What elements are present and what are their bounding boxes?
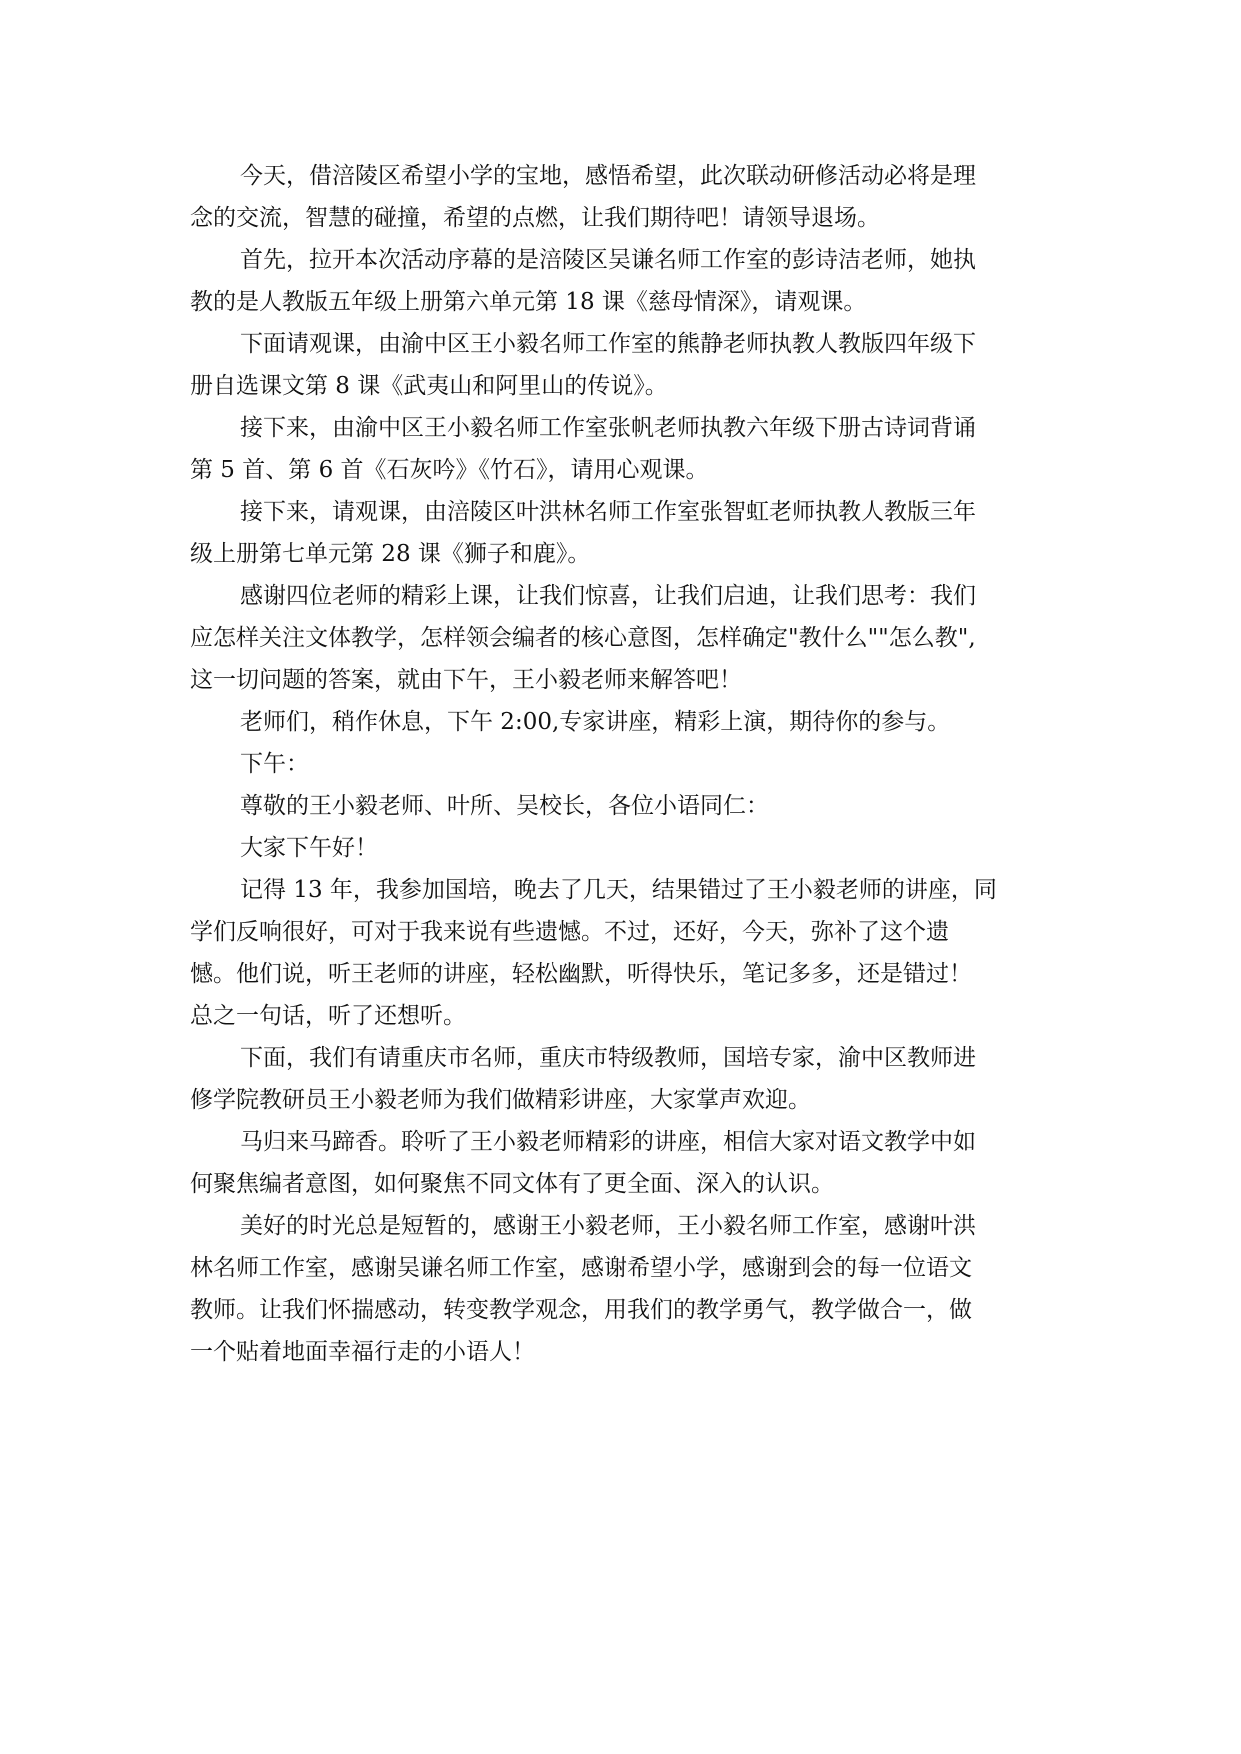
paragraph (190, 827, 1040, 869)
text-line: 学们反响很好，可对于我来说有些遗憾。不过，还好，今天，弥补了这个遗 (190, 919, 949, 945)
text-line: 总之一句话，听了还想听。 (190, 1003, 466, 1029)
text-line: 念的交流，智慧的碰撞，希望的点燃，让我们期待吧！请领导退场。 (190, 205, 880, 231)
paragraph (190, 701, 1040, 743)
paragraph (190, 785, 1040, 827)
text-line: 大家下午好！ (240, 835, 378, 861)
text-line: 接下来，请观课，由涪陵区叶洪林名师工作室张智虹老师执教人教版三年 (240, 499, 976, 525)
text-line: 马归来马蹄香。聆听了王小毅老师精彩的讲座，相信大家对语文教学中如 (240, 1129, 976, 1155)
document-body (190, 155, 1040, 1373)
text-line: 教的是人教版五年级上册第六单元第 18 课《慈母情深》，请观课。 (190, 289, 867, 315)
text-line: 接下来，由渝中区王小毅名师工作室张帆老师执教六年级下册古诗词背诵 (240, 415, 976, 441)
paragraph (190, 1037, 1040, 1121)
text-line: 修学院教研员王小毅老师为我们做精彩讲座，大家掌声欢迎。 (190, 1087, 811, 1113)
text-line: 憾。他们说，听王老师的讲座，轻松幽默，听得快乐，笔记多多，还是错过！ (190, 961, 972, 987)
text-line: 老师们，稍作休息，下午 2:00,专家讲座，精彩上演，期待你的参与。 (240, 709, 951, 735)
paragraph (190, 869, 1040, 1037)
text-line: 首先，拉开本次活动序幕的是涪陵区吴谦名师工作室的彭诗洁老师，她执 (240, 247, 976, 273)
text-line: 册自选课文第 8 课《武夷山和阿里山的传说》。 (190, 373, 668, 399)
paragraph (190, 155, 1040, 239)
text-line: 美好的时光总是短暂的，感谢王小毅老师，王小毅名师工作室，感谢叶洪 (240, 1213, 976, 1239)
paragraph (190, 323, 1040, 407)
paragraph (190, 1205, 1040, 1373)
text-line: 下面，我们有请重庆市名师，重庆市特级教师，国培专家，渝中区教师进 (240, 1045, 976, 1071)
paragraph (190, 743, 1040, 785)
text-line: 这一切问题的答案，就由下午，王小毅老师来解答吧！ (190, 667, 742, 693)
text-line: 今天，借涪陵区希望小学的宝地，感悟希望，此次联动研修活动必将是理 (240, 163, 976, 189)
text-line: 应怎样关注文体教学，怎样领会编者的核心意图，怎样确定"教什么""怎么教", (190, 625, 976, 651)
text-line: 级上册第七单元第 28 课《狮子和鹿》。 (190, 541, 591, 567)
text-line: 第 5 首、第 6 首《石灰吟》《竹石》，请用心观课。 (190, 457, 709, 483)
text-line: 教师。让我们怀揣感动，转变教学观念，用我们的教学勇气，教学做合一，做 (190, 1297, 972, 1323)
paragraph (190, 575, 1040, 701)
text-line: 记得 13 年，我参加国培，晚去了几天，结果错过了王小毅老师的讲座，同 (240, 877, 997, 903)
text-line: 下面请观课，由渝中区王小毅名师工作室的熊静老师执教人教版四年级下 (240, 331, 976, 357)
text-line: 感谢四位老师的精彩上课，让我们惊喜，让我们启迪，让我们思考：我们 (240, 583, 976, 609)
paragraph (190, 239, 1040, 323)
text-line: 何聚焦编者意图，如何聚焦不同文体有了更全面、深入的认识。 (190, 1171, 834, 1197)
paragraph (190, 491, 1040, 575)
text-line: 下午： (240, 751, 309, 777)
text-line: 尊敬的王小毅老师、叶所、吴校长，各位小语同仁： (240, 793, 769, 819)
text-line: 林名师工作室，感谢吴谦名师工作室，感谢希望小学，感谢到会的每一位语文 (190, 1255, 972, 1281)
text-line: 一个贴着地面幸福行走的小语人！ (190, 1339, 535, 1365)
paragraph (190, 1121, 1040, 1205)
paragraph (190, 407, 1040, 491)
